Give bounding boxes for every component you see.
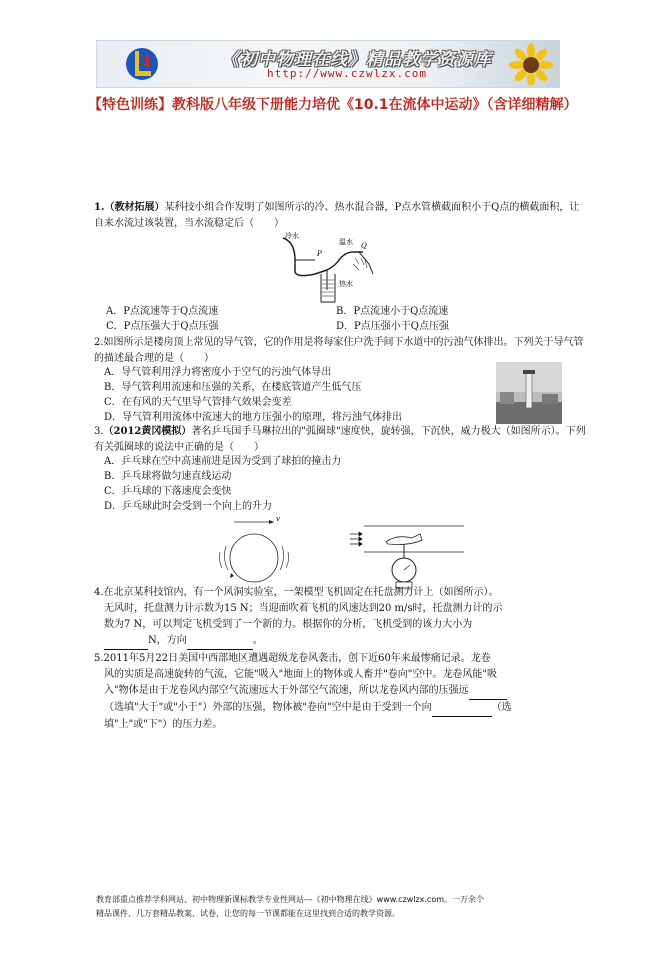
footer-line-2: 精品课件、几万套精品教案、试卷，让您的每一节课都能在这里找到合适的教学资源。 <box>96 909 400 918</box>
q1-label-mixed: 温水 <box>339 238 353 246</box>
q3-spinning-ball-diagram <box>204 512 304 588</box>
q1-option-b[interactable]: B．P点流速小于Q点流速 <box>336 306 449 317</box>
q3-stem: 著名乒乓国手马琳拉出的"弧圈球"速度快，旋转强，下沉快，威力极大（如图所示）。下列有关弧圈球的说法中正确的是（ ） <box>94 426 586 453</box>
site-logo-icon <box>125 47 159 81</box>
sunflower-icon <box>501 43 555 85</box>
q3-option-a[interactable]: A．乒乓球在空中高速前进是因为受到了球拍的撞击力 <box>104 456 342 467</box>
q1-option-c[interactable]: C．P点压强大于Q点压强 <box>106 321 219 332</box>
q5-line4b: （选 <box>491 702 512 713</box>
q4-line4b: 。 <box>252 635 263 646</box>
footer-line-1: 教育部重点推荐学科网站、初中物理新课标教学专业性网站---《初中物理在线》www.czwlzx.com。一万余个 <box>96 895 485 904</box>
q1-number: 1. <box>94 202 105 213</box>
q2-option-b[interactable]: B．导气管利用流速和压强的关系，在楼底管道产生低气压 <box>104 382 362 393</box>
q5-number: 5. <box>94 653 104 664</box>
q1-option-d[interactable]: D．P点压强小于Q点压强 <box>336 321 449 332</box>
q4-line2: 无风时，托盘测力计示数为15 N；当迎面吹着飞机的风速达到20 m/s时，托盘测力计的示 <box>104 603 503 614</box>
q1-label-cold: 冷水 <box>285 232 299 240</box>
q5-line3: 入"物体是由于龙卷风内部空气流速远大于外部空气流速，所以龙卷风内部的压强远 <box>104 685 469 696</box>
q4-wind-tunnel-diagram <box>350 520 468 592</box>
q1-tag: （教材拓展） <box>104 202 165 213</box>
q1-stem: 某科技小组合作发明了如图所示的冷、热水混合器，P点水管横截面积小于Q点的横截面积，让自来水流过该装置，当水流稳定后（ ） <box>94 202 580 229</box>
q1-label-q: Q <box>361 242 367 250</box>
q5-line5: 填"上"或"下"）的压力差。 <box>104 719 223 730</box>
question-3 <box>94 424 586 456</box>
q5-line2: 风的实质是高速旋转的气流，它能"吸入"地面上的物体或人畜并"卷向"空中。龙卷风能"吸 <box>104 669 497 680</box>
q3-option-d[interactable]: D．乒乓球此时会受到一个向上的升力 <box>104 501 273 512</box>
question-5 <box>94 651 586 733</box>
q2-vent-pipe-photo <box>496 362 562 424</box>
q5-line4a: （选填"大于"或"小于"）外部的压强，物体被"卷向"空中是由于受到一个向 <box>104 702 432 713</box>
question-1 <box>94 200 586 232</box>
q4-direction-blank[interactable] <box>187 633 253 650</box>
q1-label-hot: 热水 <box>339 280 353 288</box>
q2-option-d[interactable]: D．导气管利用流体中流速大的地方压强小的原理，将污浊气体排出 <box>104 412 403 423</box>
header-banner <box>96 40 560 88</box>
q1-mixer-diagram <box>255 230 385 306</box>
q4-line1: 在北京某科技馆内，有一个风洞实验室，一架模型飞机固定在托盘测力计上（如图所示）。 <box>103 587 499 598</box>
document-title: 【特色训练】教科版八年级下册能力培优《10.1在流体中运动》（含详细精解） <box>88 97 578 113</box>
question-4 <box>94 585 586 650</box>
q3-option-c[interactable]: C．乒乓球的下落速度会变快 <box>104 486 232 497</box>
banner-url[interactable]: http://www.czwlzx.com <box>266 67 428 80</box>
q4-force-blank[interactable] <box>104 633 148 650</box>
q4-line3: 数为7 N，可以判定飞机受到了一个新的力。根据你的分析，飞机受到的该力大小为 <box>104 619 473 630</box>
q4-number: 4. <box>94 587 104 598</box>
q2-option-a[interactable]: A．导气管利用浮力将密度小于空气的污浊气体导出 <box>104 367 332 378</box>
banner-title: 《初中物理在线》精品教学资源库 <box>222 50 492 70</box>
q2-option-c[interactable]: C．在有风的天气里导气管排气效果会变差 <box>104 397 292 408</box>
q4-line4a: N，方向 <box>148 635 187 646</box>
q3-tag: （2012黄冈模拟） <box>103 426 192 437</box>
q2-number: 2. <box>94 337 104 348</box>
q5-line1: 2011年5月22日美国中西部地区遭遇超级龙卷风袭击，创下近60年来最惨痛记录。龙卷 <box>103 653 491 664</box>
q5-pressure-blank[interactable] <box>469 683 507 700</box>
q3-number: 3. <box>94 426 104 437</box>
footer-note <box>96 893 582 921</box>
q2-stem: 如图所示是楼房顶上常见的导气管，它的作用是将每家住户洗手间下水道中的污浊气体排出。下列关于导气管的描述最合理的是（ ） <box>94 337 584 364</box>
q1-option-a[interactable]: A．P点流速等于Q点流速 <box>106 306 219 317</box>
q5-direction-blank[interactable] <box>432 700 492 717</box>
q3-velocity-label: v <box>276 515 280 523</box>
q1-label-p: P <box>317 250 322 258</box>
q3-option-b[interactable]: B．乒乓球将做匀速直线运动 <box>104 471 232 482</box>
